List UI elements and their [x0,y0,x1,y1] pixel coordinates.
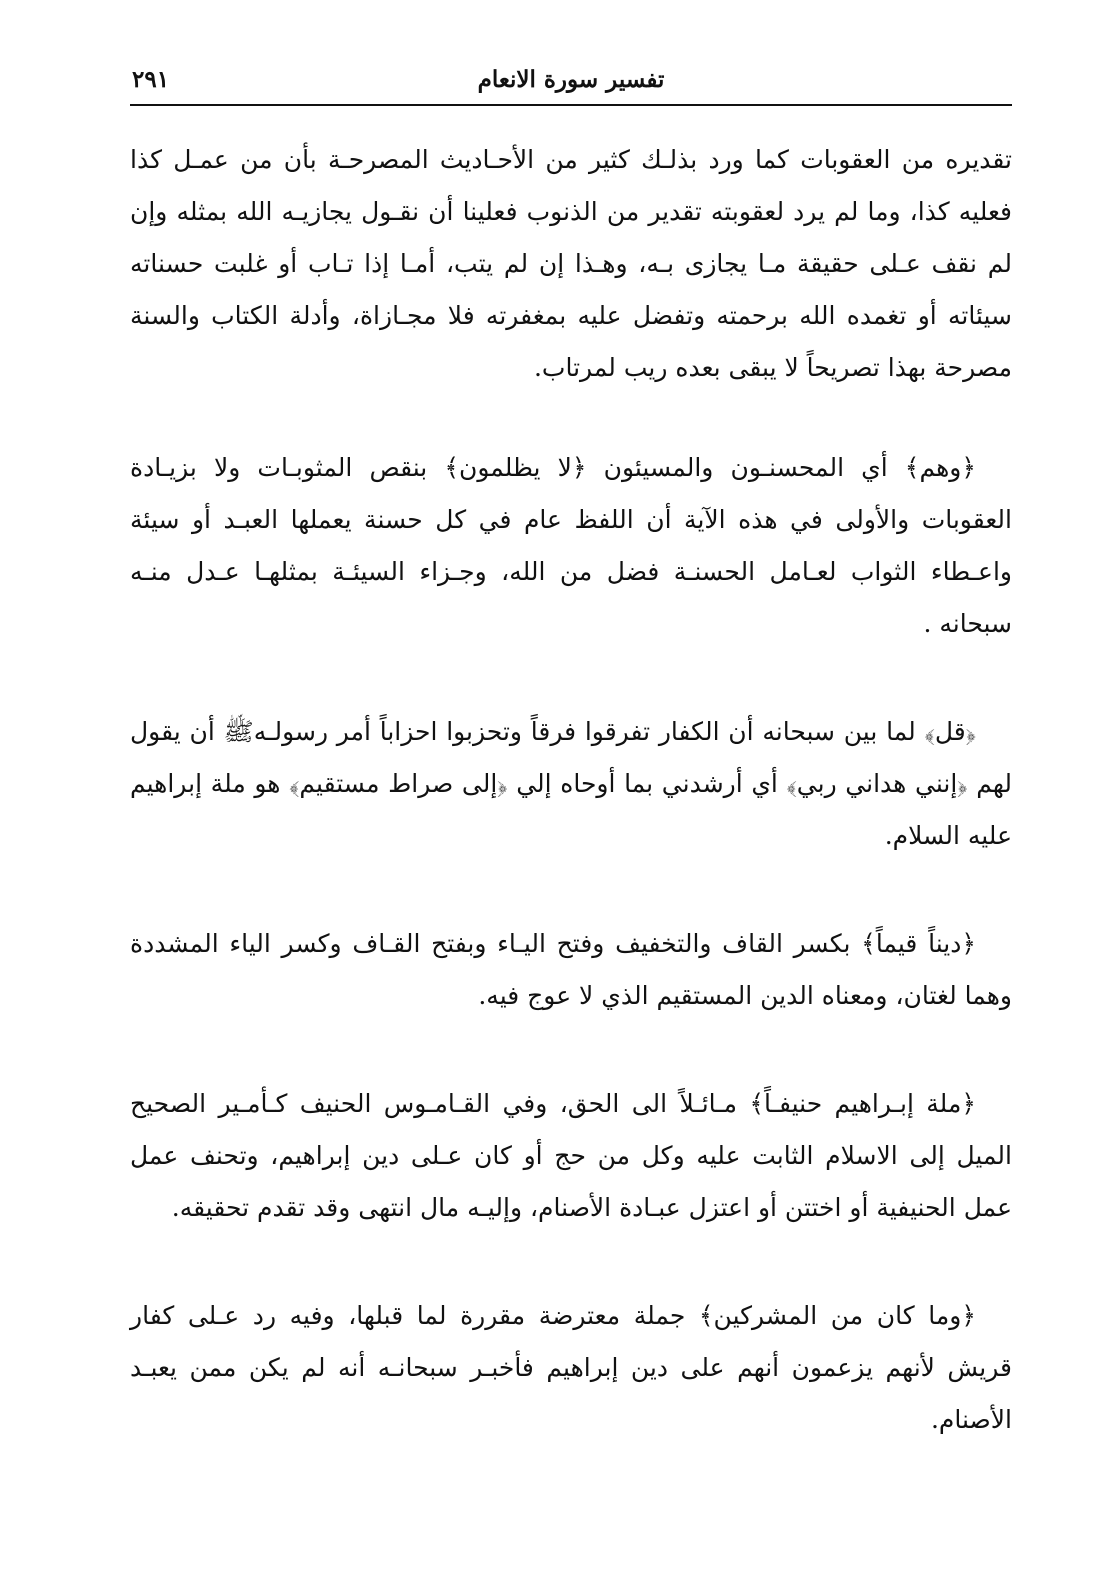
page-number: ٢٩١ [132,66,170,93]
paragraph-4: ﴿ديناً قيماً﴾ بكسر القاف والتخفيف وفتح اليـاء وبفتح القـاف وكسر الياء المشددة وهما لغتان، ومعناه الدين المستقيم الذي لا عوج فيه. [130,929,1012,1010]
paragraph-2: ﴿وهم﴾ أي المحسنـون والمسيئون ﴿لا يظلمون﴾ بنقص المثوبـات ولا بزيـادة العقوبات والأولى في هذه الآية أن اللفظ عام في كل حسنة يعملها العبـد أو سيئة واعـطاء الثواب لعـامل الحسنـة فضل من الله، وجـزاء السيئـة بمثلهـا عـدل منـه سبحانه . [130,453,1012,638]
paragraph-3: ﴿قل﴾ لما بين سبحانه أن الكفار تفرقوا فرقاً وتحزبوا احزاباً أمر رسولـهﷺ أن يقول لهم ﴿إنني هداني ربي﴾ أي أرشدني بما أوحاه إلي ﴿إلى صراط مستقيم﴾ هو ملة إبراهيم عليه السلام. [130,717,1012,850]
header-title: تفسير سورة الانعام [477,66,665,93]
paragraph-1: تقديره من العقوبات كما ورد بذلـك كثير من الأحـاديث المصرحـة بأن من عمـل كذا فعليه كذا، وما لم يرد لعقوبته تقدير من الذنوب فعلينا أن نقـول يجازيـه الله بمثله وإن لم نقف عـلى حقيقة مـا يجازى بـه، وهـذا إن لم يتب، أمـا إذا تـاب أو غلبت حسناته سيئاته أو تغمده الله برحمته وتفضل عليه بمغفرته فلا مجـازاة، وأدلة الكتاب والسنة مصرحة بهذا تصريحاً لا يبقى بعده ريب لمرتاب. [130,145,1012,382]
running-header [130,60,1012,106]
body-text [130,134,1012,1446]
paragraph-6: ﴿وما كان من المشركين﴾ جملة معترضة مقررة لما قبلها، وفيه رد عـلى كفار قريش لأنهم يزعمون أنهم على دين إبراهيم فأخبـر سبحانـه أنه لم يكن ممن يعبـد الأصنام. [130,1301,1012,1434]
paragraph-5: ﴿ملة إبـراهيم حنيفـاً﴾ مـائـلاً الى الحق، وفي القـامـوس الحنيف كـأمـير الصحيح الميل إلى الاسلام الثابت عليه وكل من حج أو كان عـلى دين إبراهيم، وتحنف عمل عمل الحنيفية أو اختتن أو اعتزل عبـادة الأصنام، وإليـه مال انتهى وقد تقدم تحقيقه. [130,1089,1012,1222]
book-page [130,60,1012,1502]
